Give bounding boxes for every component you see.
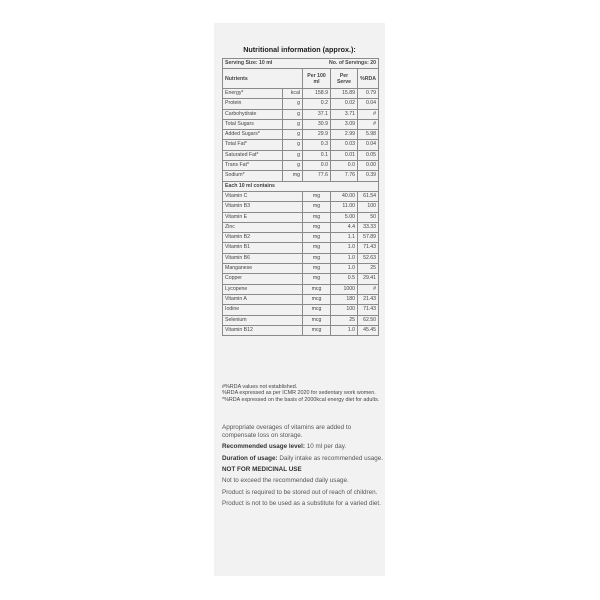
nutrient-per100: 0.2 <box>303 99 331 109</box>
vitamin-rda: 100 <box>358 202 379 212</box>
footnote: #%RDA values not established. <box>222 384 298 390</box>
nutrient-rda: 0.04 <box>358 99 379 109</box>
nutrient-rda: 0.05 <box>358 150 379 160</box>
nutrient-per100: 29.9 <box>303 130 331 140</box>
nutrient-per-serve: 7.76 <box>331 171 358 181</box>
serving-size: Serving Size: 10 ml <box>223 59 303 69</box>
vitamin-rda: 25 <box>358 264 379 274</box>
nutrition-table <box>222 58 379 336</box>
nutrient-per-serve: 3.71 <box>331 109 358 119</box>
servings-count: No. of Servings: 20 <box>303 59 379 69</box>
nutrient-name: Saturated Fat* <box>223 150 283 160</box>
vitamin-name: Vitamin B6 <box>223 253 303 263</box>
footnotes <box>222 384 382 403</box>
nutrient-unit: g <box>283 130 303 140</box>
overages-note: Appropriate overages of vitamins are added to compensate loss on storage. <box>222 424 352 439</box>
vitamin-name: Vitamin B1 <box>223 243 303 253</box>
nutrient-per-serve: 0.03 <box>331 140 358 150</box>
usage-duration <box>222 455 384 463</box>
vitamin-unit: mcg <box>303 284 331 294</box>
table-row <box>223 130 379 140</box>
nutrient-per-serve: 15.89 <box>331 89 358 99</box>
vitamin-unit: mcg <box>303 325 331 335</box>
vitamin-value: 1.0 <box>331 264 358 274</box>
vitamin-unit: mcg <box>303 315 331 325</box>
vitamin-name: Vitamin C <box>223 191 303 201</box>
vitamin-value: 5.00 <box>331 212 358 222</box>
vitamin-name: Zinc <box>223 222 303 232</box>
vitamin-unit: mg <box>303 202 331 212</box>
usage-duration-label: Duration of usage: <box>222 454 278 462</box>
nutrient-per100: 158.9 <box>303 89 331 99</box>
nutrient-rda: 0.00 <box>358 161 379 171</box>
table-row <box>223 99 379 109</box>
usage-level-value: 10 ml per day. <box>304 443 347 451</box>
vitamin-rda: 62.50 <box>358 315 379 325</box>
vitamin-unit: mg <box>303 191 331 201</box>
nutrient-name: Protein <box>223 99 283 109</box>
warning: Product is not to be used as a substitute for a varied diet. <box>222 500 381 508</box>
table-row <box>223 202 379 212</box>
nutrient-unit: g <box>283 150 303 160</box>
nutrient-name: Trans Fat* <box>223 161 283 171</box>
vitamin-value: 1.0 <box>331 325 358 335</box>
vitamin-value: 1.1 <box>331 233 358 243</box>
vitamin-rda: 71.43 <box>358 305 379 315</box>
table-row <box>223 109 379 119</box>
vitamin-rda: 71.43 <box>358 243 379 253</box>
nutrient-name: Carbohydrate <box>223 109 283 119</box>
vitamin-name: Lycopene <box>223 284 303 294</box>
nutrient-rda: 0.04 <box>358 140 379 150</box>
footnote: *%RDA expressed on the basis of 2000kcal energy diet for adults. <box>222 396 380 403</box>
vitamin-name: Vitamin A <box>223 294 303 304</box>
vitamin-value: 0.5 <box>331 274 358 284</box>
table-row <box>223 119 379 129</box>
usage-info <box>222 424 384 512</box>
vitamin-unit: mg <box>303 233 331 243</box>
header-nutrients: Nutrients <box>223 69 303 89</box>
vitamin-unit: mg <box>303 212 331 222</box>
nutrient-per100: 37.1 <box>303 109 331 119</box>
nutrient-name: Sodium* <box>223 171 283 181</box>
vitamin-unit: mg <box>303 264 331 274</box>
vitamin-rda: # <box>358 284 379 294</box>
vitamin-rda: 45.45 <box>358 325 379 335</box>
vitamin-unit: mcg <box>303 305 331 315</box>
nutrient-rda: 5.98 <box>358 130 379 140</box>
nutrient-per100: 0.1 <box>303 150 331 160</box>
table-row <box>223 222 379 232</box>
nutrient-per-serve: 2.99 <box>331 130 358 140</box>
vitamin-unit: mcg <box>303 294 331 304</box>
table-row <box>223 150 379 160</box>
nutrient-rda: 0.39 <box>358 171 379 181</box>
nutrient-per-serve: 0.02 <box>331 99 358 109</box>
table-row <box>223 274 379 284</box>
not-medicinal-heading: NOT FOR MEDICINAL USE <box>222 466 302 474</box>
vitamin-value: 40.00 <box>331 191 358 201</box>
nutrient-unit: g <box>283 140 303 150</box>
nutrient-per100: 0.0 <box>303 161 331 171</box>
nutrient-name: Energy* <box>223 89 283 99</box>
table-row <box>223 212 379 222</box>
vitamin-value: 1000 <box>331 284 358 294</box>
vitamin-value: 25 <box>331 315 358 325</box>
nutrient-rows <box>223 89 379 182</box>
usage-level <box>222 443 384 451</box>
vitamin-unit: mg <box>303 253 331 263</box>
table-row <box>223 243 379 253</box>
table-row <box>223 171 379 181</box>
nutrition-label-panel <box>214 23 385 576</box>
nutrient-rda: # <box>358 119 379 129</box>
table-row <box>223 294 379 304</box>
section-header-row <box>223 181 379 191</box>
label-title: Nutritional information (approx.): <box>243 45 356 54</box>
usage-duration-value: Daily intake as recommended usage. <box>277 454 383 462</box>
table-row <box>223 253 379 263</box>
table-row <box>223 191 379 201</box>
vitamin-rda: 57.89 <box>358 233 379 243</box>
vitamin-rda: 52.63 <box>358 253 379 263</box>
table-row <box>223 315 379 325</box>
vitamin-name: Vitamin B12 <box>223 325 303 335</box>
table-row <box>223 140 379 150</box>
vitamin-name: Copper <box>223 274 303 284</box>
nutrient-per100: 77.6 <box>303 171 331 181</box>
nutrient-rda: # <box>358 109 379 119</box>
warning: Not to exceed the recommended daily usage. <box>222 476 349 484</box>
header-rda: %RDA <box>358 69 379 89</box>
table-row <box>223 325 379 335</box>
vitamin-name: Selenium <box>223 315 303 325</box>
usage-level-label: Recommended usage level: <box>222 443 305 451</box>
nutrient-per100: 30.9 <box>303 119 331 129</box>
table-row <box>223 89 379 99</box>
vitamin-value: 180 <box>331 294 358 304</box>
vitamin-name: Vitamin E <box>223 212 303 222</box>
nutrient-name: Total Fat* <box>223 140 283 150</box>
vitamin-name: Iodine <box>223 305 303 315</box>
vitamin-rda: 50 <box>358 212 379 222</box>
nutrient-unit: g <box>283 119 303 129</box>
vitamin-name: Vitamin B2 <box>223 233 303 243</box>
nutrient-name: Total Sugars <box>223 119 283 129</box>
vitamin-value: 11.00 <box>331 202 358 212</box>
vitamin-value: 1.0 <box>331 243 358 253</box>
nutrient-unit: g <box>283 99 303 109</box>
nutrient-per-serve: 0.01 <box>331 150 358 160</box>
table-row <box>223 233 379 243</box>
vitamin-rda: 61.54 <box>358 191 379 201</box>
table-row <box>223 161 379 171</box>
nutrient-per100: 0.3 <box>303 140 331 150</box>
vitamin-value: 4.4 <box>331 222 358 232</box>
nutrient-unit: mg <box>283 171 303 181</box>
nutrient-name: Added Sugars* <box>223 130 283 140</box>
table-row <box>223 284 379 294</box>
vitamin-name: Vitamin B3 <box>223 202 303 212</box>
vitamin-unit: mg <box>303 243 331 253</box>
nutrient-per-serve: 3.09 <box>331 119 358 129</box>
vitamin-unit: mg <box>303 222 331 232</box>
vitamin-value: 100 <box>331 305 358 315</box>
vitamin-rda: 29.41 <box>358 274 379 284</box>
header-per100: Per 100 ml <box>303 69 331 89</box>
warning: Product is required to be stored out of reach of children. <box>222 488 378 496</box>
footnote: %RDA expressed as per ICMR 2020 for sedentary work women. <box>222 390 376 397</box>
serving-row <box>223 59 379 69</box>
nutrient-rda: 0.79 <box>358 89 379 99</box>
vitamin-rda: 33.33 <box>358 222 379 232</box>
vitamin-value: 1.0 <box>331 253 358 263</box>
header-row <box>223 69 379 89</box>
vitamin-rows <box>223 191 379 335</box>
nutrient-unit: g <box>283 109 303 119</box>
vitamin-unit: mg <box>303 274 331 284</box>
table-row <box>223 264 379 274</box>
table-row <box>223 305 379 315</box>
nutrient-per-serve: 0.0 <box>331 161 358 171</box>
nutrient-unit: g <box>283 161 303 171</box>
vitamin-rda: 21.43 <box>358 294 379 304</box>
section-label: Each 10 ml contains <box>223 181 379 191</box>
nutrient-unit: kcal <box>283 89 303 99</box>
vitamin-name: Manganese <box>223 264 303 274</box>
header-per-serve: Per Serve <box>331 69 358 89</box>
